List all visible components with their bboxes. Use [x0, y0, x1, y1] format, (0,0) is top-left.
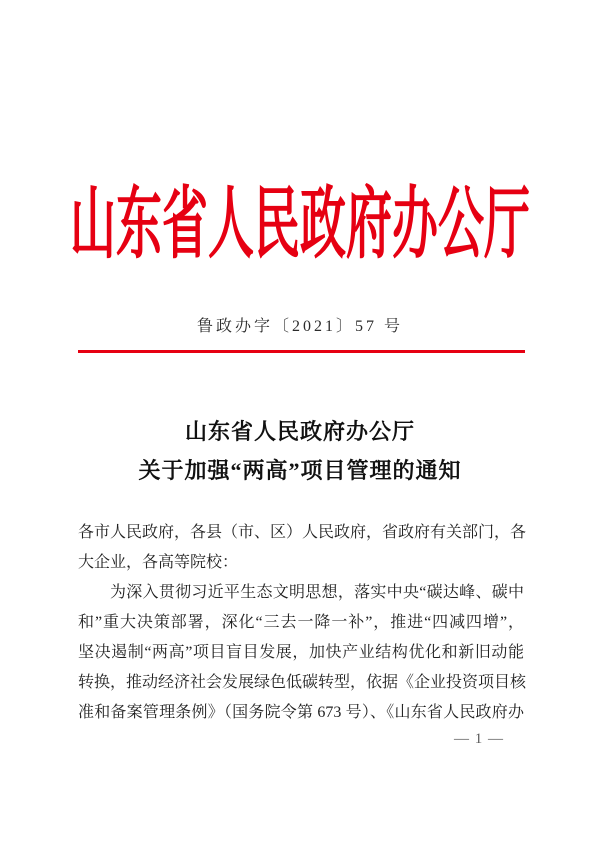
document-title	[0, 412, 600, 490]
body-line: 为深入贯彻习近平生态文明思想，落实中央“碳达峰、碳中	[110, 584, 524, 601]
body-paragraph	[78, 578, 527, 728]
letterhead-text: 山东省人民政府办公厅	[70, 180, 530, 268]
body-line: 转换，推动经济社会发展绿色低碳转型，依据《企业投资项目核	[78, 674, 527, 691]
document-body	[78, 518, 527, 728]
document-title-line-1: 山东省人民政府办公厅	[184, 419, 415, 444]
body-line: 坚决遏制“两高”项目盲目发展，加快产业结构优化和新旧动能	[78, 644, 524, 661]
body-line: 和”重大决策部署，深化“三去一降一补”，推进“四减四增”，	[78, 614, 524, 631]
red-separator-line	[78, 350, 525, 353]
document-title-line-2: 关于加强“两高”项目管理的通知	[138, 458, 462, 483]
body-line: 各市人民政府，各县（市、区）人民政府，省政府有关部门，各	[78, 524, 527, 541]
body-paragraph	[78, 518, 527, 578]
body-line: 准和备案管理条例》（国务院令第 673 号）、《山东省人民政府办	[78, 704, 524, 721]
letterhead-agency-title	[0, 180, 600, 268]
body-line: 大企业，各高等院校：	[78, 554, 239, 571]
doc-reference-number: 鲁政办字〔2021〕57 号	[196, 318, 403, 335]
page-number: — 1 —	[454, 731, 504, 747]
